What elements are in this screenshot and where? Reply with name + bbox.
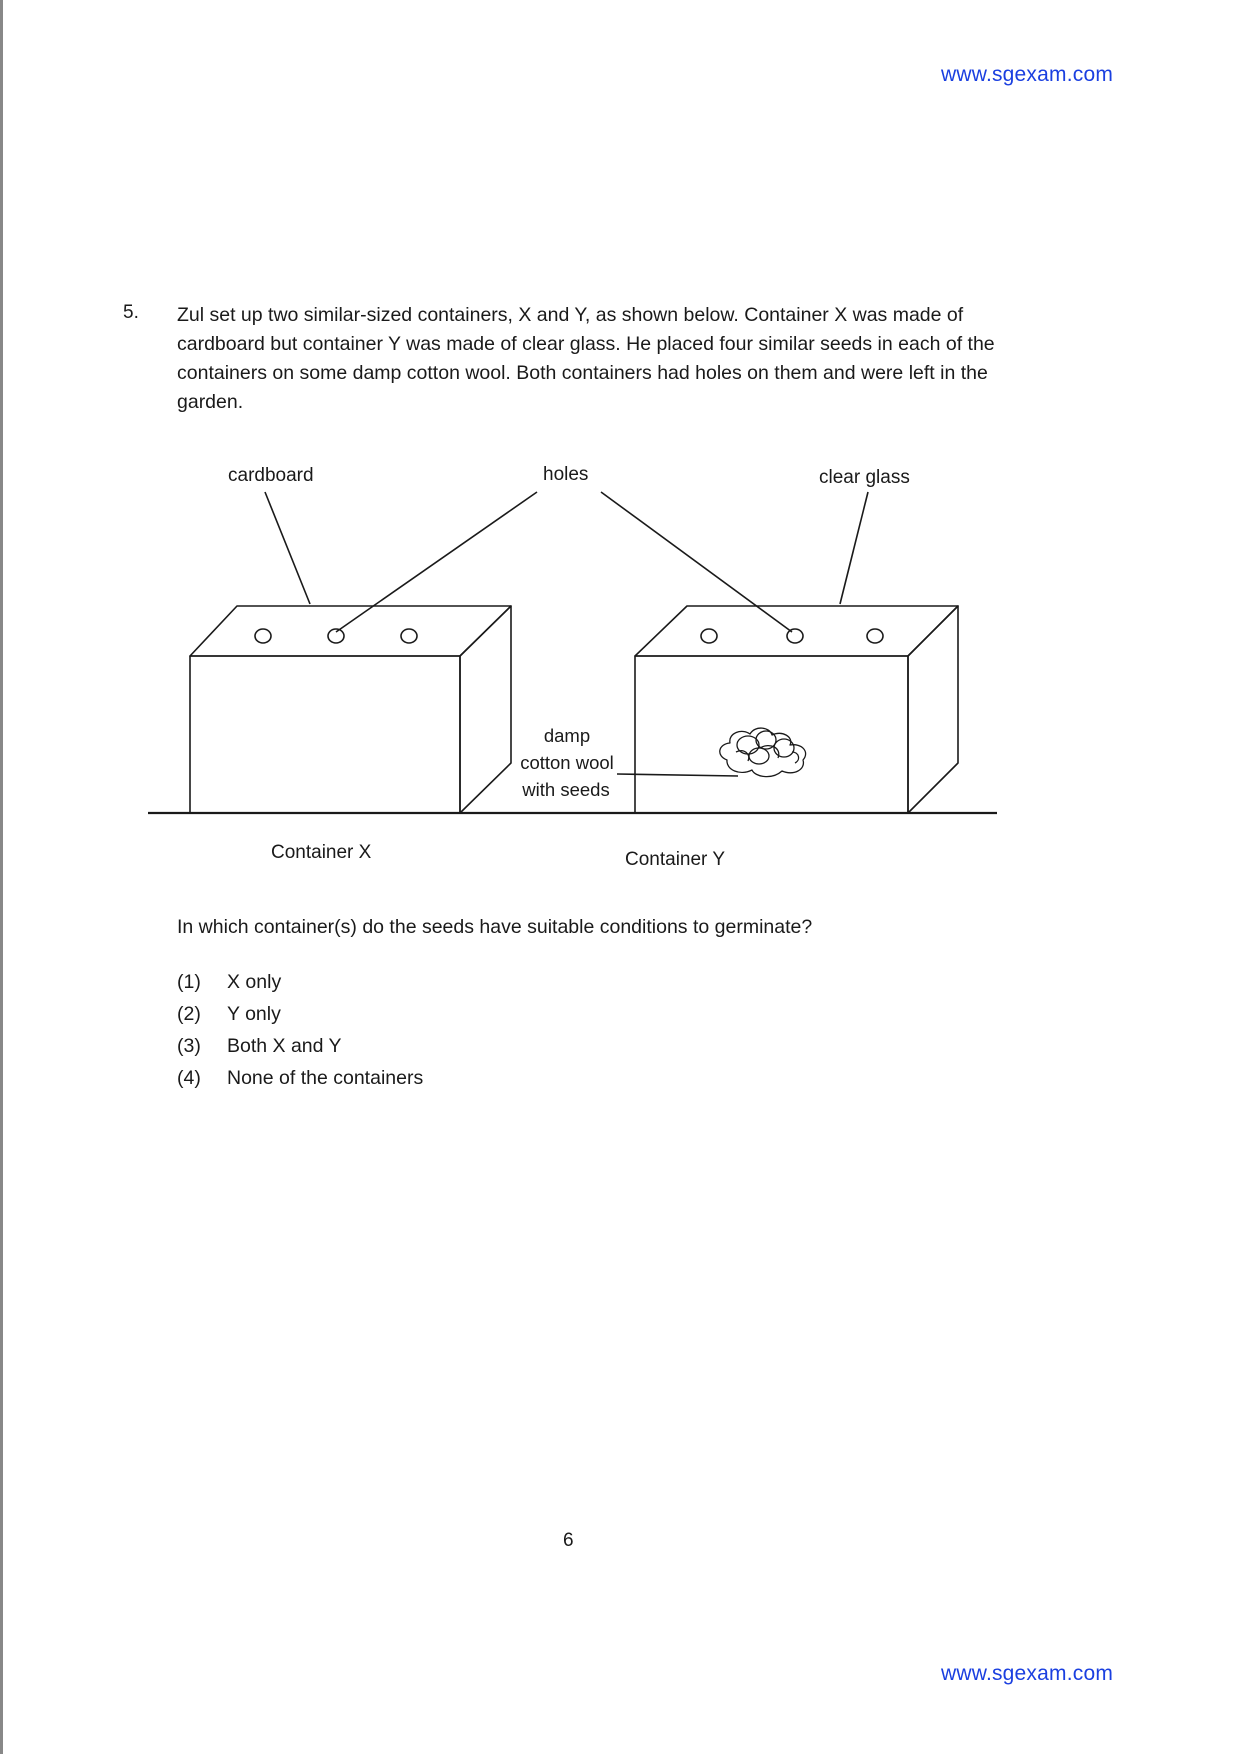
option-number: (1): [177, 971, 201, 993]
footer-website-link[interactable]: www.sgexam.com: [941, 1662, 1114, 1685]
label-clear-glass: clear glass: [819, 467, 910, 488]
holes-leader-y: [601, 492, 792, 632]
option-text: None of the containers: [227, 1067, 424, 1089]
container-x-holes: [255, 629, 417, 643]
label-cotton-line2: cotton wool: [520, 752, 614, 773]
label-container-x: Container X: [271, 842, 372, 863]
header-website-link[interactable]: www.sgexam.com: [941, 63, 1114, 86]
container-y-box: [635, 606, 958, 813]
option-2[interactable]: [177, 998, 423, 1030]
option-number: (3): [177, 1035, 201, 1057]
label-container-y: Container Y: [625, 849, 725, 870]
question-stem: Zul set up two similar-sized containers, X and Y, as shown below. Container X was made of cardboard but container Y was made of clear glass. He placed four similar seeds in each of the containers on some damp cotton wool. Both containers had holes on them and were left in the garden.: [177, 304, 995, 413]
option-4[interactable]: [177, 1062, 423, 1094]
holes-leader-x: [336, 492, 537, 632]
option-number: (2): [177, 1003, 201, 1025]
option-1[interactable]: [177, 966, 423, 998]
clear-glass-leader: [840, 492, 868, 604]
page-edge: [0, 0, 3, 1754]
option-text: Both X and Y: [227, 1035, 342, 1057]
cotton-wool-icon: [720, 728, 806, 777]
label-cotton-line3: with seeds: [522, 779, 610, 800]
answer-options: [177, 966, 423, 1094]
hole-x1: [255, 629, 271, 643]
option-text: Y only: [227, 1003, 281, 1025]
option-3[interactable]: [177, 1030, 423, 1062]
page-number: 6: [563, 1530, 574, 1551]
hole-x2: [328, 629, 344, 643]
label-cotton-line1: damp: [543, 725, 591, 746]
label-cardboard: cardboard: [228, 465, 314, 486]
option-text: X only: [227, 971, 282, 993]
hole-y2: [787, 629, 803, 643]
container-x-box: [190, 606, 511, 813]
label-holes: holes: [543, 464, 589, 485]
option-number: (4): [177, 1067, 201, 1089]
question-number: 5.: [123, 302, 139, 323]
seed-icons: [737, 731, 794, 764]
hole-y3: [867, 629, 883, 643]
hole-x3: [401, 629, 417, 643]
container-y-holes: [701, 629, 883, 643]
cardboard-leader: [265, 492, 310, 604]
question-prompt: In which container(s) do the seeds have suitable conditions to germinate?: [177, 916, 813, 938]
hole-y1: [701, 629, 717, 643]
cotton-leader: [617, 774, 738, 776]
